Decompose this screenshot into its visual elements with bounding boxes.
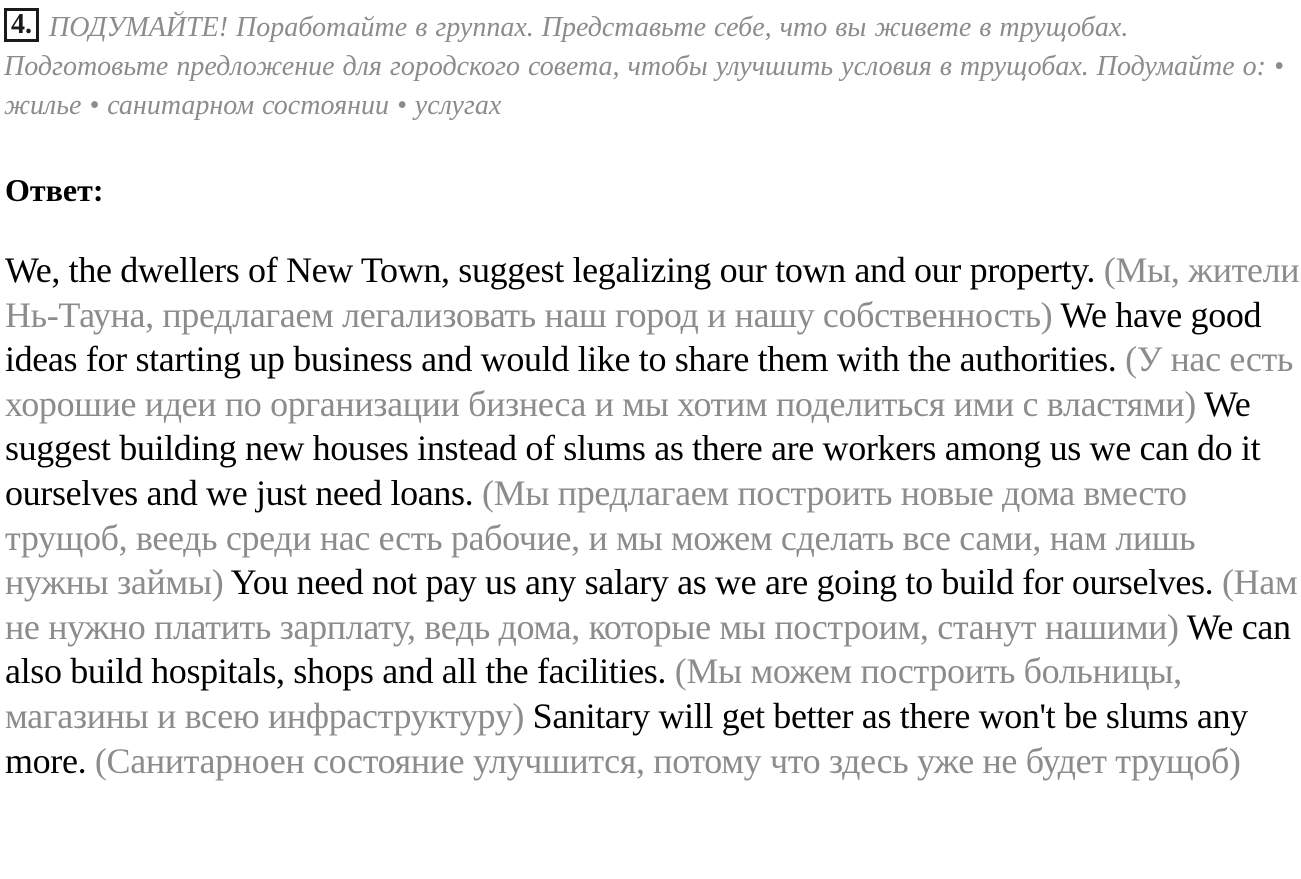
answer-segment-en: We suggest building new houses instead of slums as there are workers among us we can do it ourselves and we just need loans. [5,383,1261,513]
answer-segment-ru: (Мы можем построить больницы, магазины и всею инфраструктуру) [5,651,1182,736]
answer-segment-en: You need not pay us any salary as we are going to build for ourselves. [230,562,1214,603]
answer-heading: Ответ: [5,172,104,208]
answer-segment-ru: (Нам не нужно платить зарплату, ведь дома, которые мы построим, станут нашими) [5,562,1298,647]
task-number-badge: 4. [4,8,39,42]
task-text: ПОДУМАЙТЕ! Поработайте в группах. Представьте себе, что вы живете в трущобах. Подготовьте предложение для городского совета, чтобы улучшить условия в трущобах. Подумайте о: • жилье • санитарном состоянии • услугах [4,12,1284,121]
answer-segment-en: We have good ideas for starting up business and would like to share them with the authorities. [5,294,1262,380]
task-statement [4,8,1294,125]
answer-segment-ru: (У нас есть хорошие идеи по организации бизнеса и мы хотим поделиться ими с властями) [5,339,1293,424]
answer-segment-ru: (Санитарноен состояние улучшится, потому что здесь уже не будет трущоб) [94,740,1241,781]
answer-segment-en: We can also build hospitals, shops and all the facilities. [5,606,1291,692]
answer-segment-en: We, the dwellers of New Town, suggest legalizing our town and our property. [5,250,1096,290]
answer-segment-en: Sanitary will get better as there won't be slums any more. [5,695,1248,781]
answer-segment-ru: (Мы, жители Нь-Тауна, предлагаем легализовать наш город и нашу собственность) [5,250,1300,335]
answer-body [5,248,1301,783]
answer-segment-ru: (Мы предлагаем построить новые дома вместо трущоб, веедь среди нас есть рабочие, и мы можем сделать все сами, нам лишь нужны займы) [5,472,1196,603]
